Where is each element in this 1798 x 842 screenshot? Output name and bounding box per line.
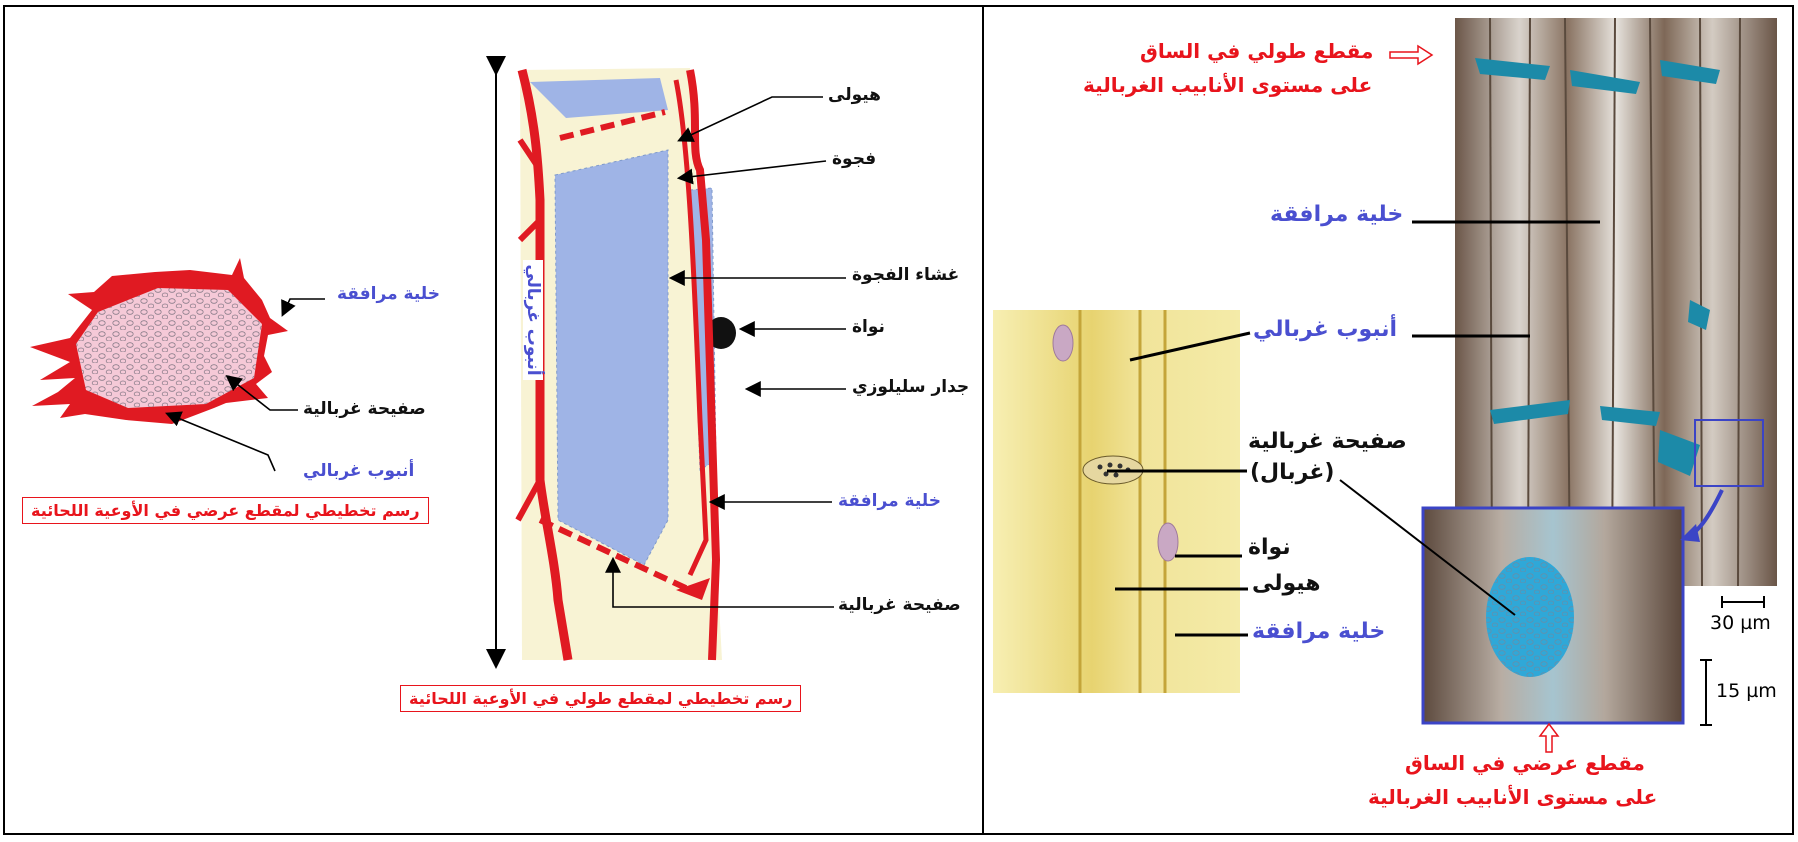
long-label-sieve-tube-vertical: أنبوب غربالي [523, 260, 543, 380]
label-nucleus: نواة [1248, 535, 1291, 560]
scale-label-15: 15 µm [1716, 680, 1777, 702]
long-label-sieve-plate: صفيحة غربالية [838, 595, 961, 615]
longitudinal-section-caption: رسم تخطيطي لمقطع طولي في الأوعية اللحائية [400, 685, 801, 712]
cross-section-drawing [30, 258, 288, 424]
long-label-cytoplasm: هيولى [828, 85, 881, 105]
label-sieve-plate-line2: (غربال) [1250, 460, 1335, 485]
title-cross-line2: على مستوى الأنابيب الغربالية [1368, 785, 1658, 809]
long-label-nucleus: نواة [852, 317, 885, 337]
label-companion-cell-top: خلية مرافقة [1270, 202, 1404, 227]
left-leader-lines [168, 97, 846, 607]
cross-section-caption: رسم تخطيطي لمقطع عرضي في الأوعية اللحائية [22, 497, 429, 524]
micrograph-cross [1423, 508, 1683, 723]
label-sieve-plate-line1: صفيحة غربالية [1248, 429, 1407, 454]
title-cross-line1: مقطع عرضي في الساق [1405, 751, 1645, 775]
cross-label-sieve-tube: أنبوب غربالي [303, 461, 415, 481]
long-label-vacuole-membrane: غشاء الفجوة [852, 265, 960, 285]
long-label-companion-cell: خلية مرافقة [838, 491, 941, 511]
long-label-vacuole: فجوة [832, 149, 877, 169]
title-longitudinal-line2: على مستوى الأنابيب الغربالية [1083, 73, 1373, 97]
cross-label-companion-cell: خلية مرافقة [337, 284, 440, 304]
label-cytoplasm: هيولى [1252, 571, 1321, 596]
cross-label-sieve-plate: صفيحة غربالية [303, 399, 426, 419]
label-companion-cell-bottom: خلية مرافقة [1252, 619, 1386, 644]
label-sieve-tube: أنبوب غربالي [1253, 317, 1398, 342]
long-label-cellulose-wall: جدار سليلوزي [852, 377, 970, 397]
scale-label-30: 30 µm [1710, 612, 1771, 634]
title-longitudinal-line1: مقطع طولي في الساق [1140, 39, 1374, 63]
micrograph-longitudinal [1455, 18, 1777, 586]
